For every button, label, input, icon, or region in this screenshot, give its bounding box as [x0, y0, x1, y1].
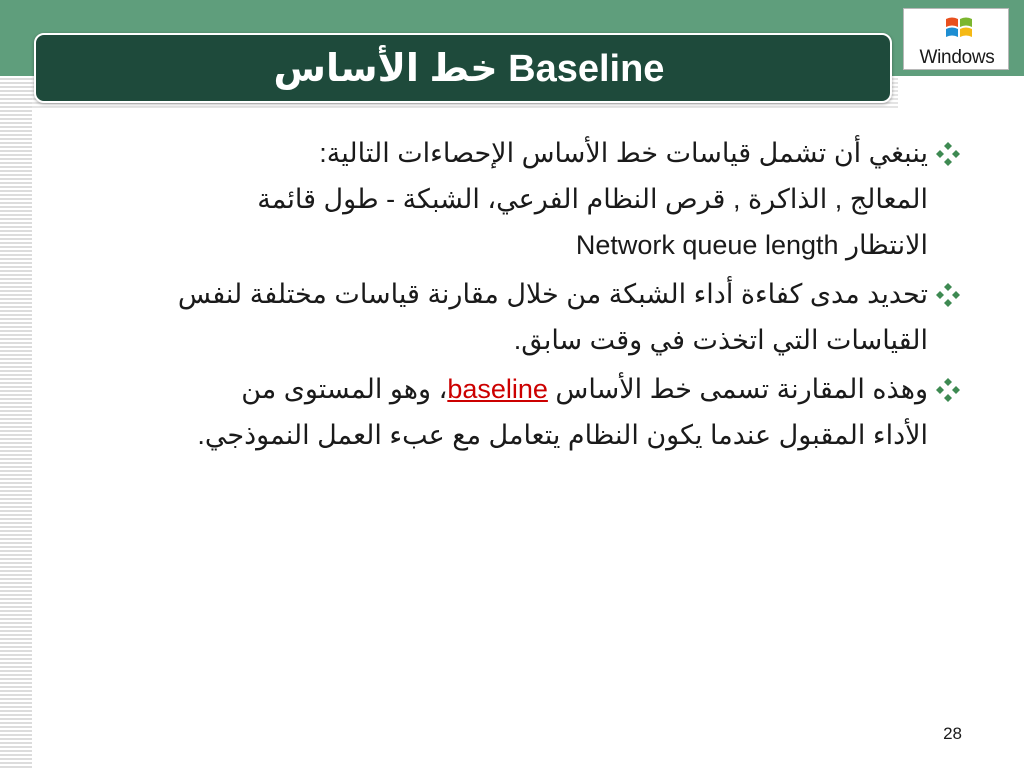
- bullet-text: ، وهو المستوى من: [241, 374, 448, 404]
- four-diamond-bullet-icon: [936, 142, 960, 166]
- windows-logo: [903, 8, 1009, 70]
- bullet-item: [80, 271, 960, 363]
- baseline-term: baseline: [447, 374, 548, 404]
- bullet-line: المعالج , الذاكرة , قرص النظام الفرعي، الشبكة - طول قائمة: [257, 184, 928, 214]
- bullet-line: ينبغي أن تشمل قياسات خط الأساس الإحصاءات التالية:: [319, 138, 928, 168]
- left-stripe-decoration: [0, 76, 32, 768]
- slide-title-bar: [34, 33, 892, 103]
- four-diamond-bullet-icon: [936, 283, 960, 307]
- windows-flag-icon: [944, 13, 974, 43]
- bullet-line: الأداء المقبول عندما يكون النظام يتعامل مع عبء العمل النموذجي.: [197, 420, 928, 450]
- bullet-line: [80, 366, 928, 412]
- bullet-text: وهذه المقارنة تسمى خط الأساس: [547, 374, 928, 404]
- page-number: 28: [943, 724, 962, 743]
- bullet-item: [80, 130, 960, 268]
- bullet-line: تحديد مدى كفاءة أداء الشبكة من خلال مقارنة قياسات مختلفة لنفس: [177, 279, 928, 309]
- bullet-item: [80, 366, 960, 458]
- slide-title: Baseline خط الأساس: [273, 47, 665, 90]
- four-diamond-bullet-icon: [936, 378, 960, 402]
- bullet-line: الانتظار Network queue length: [575, 230, 928, 260]
- bullet-line: القياسات التي اتخذت في وقت سابق.: [513, 325, 928, 355]
- slide-body: [80, 130, 960, 461]
- windows-logo-text: Windows: [919, 47, 995, 68]
